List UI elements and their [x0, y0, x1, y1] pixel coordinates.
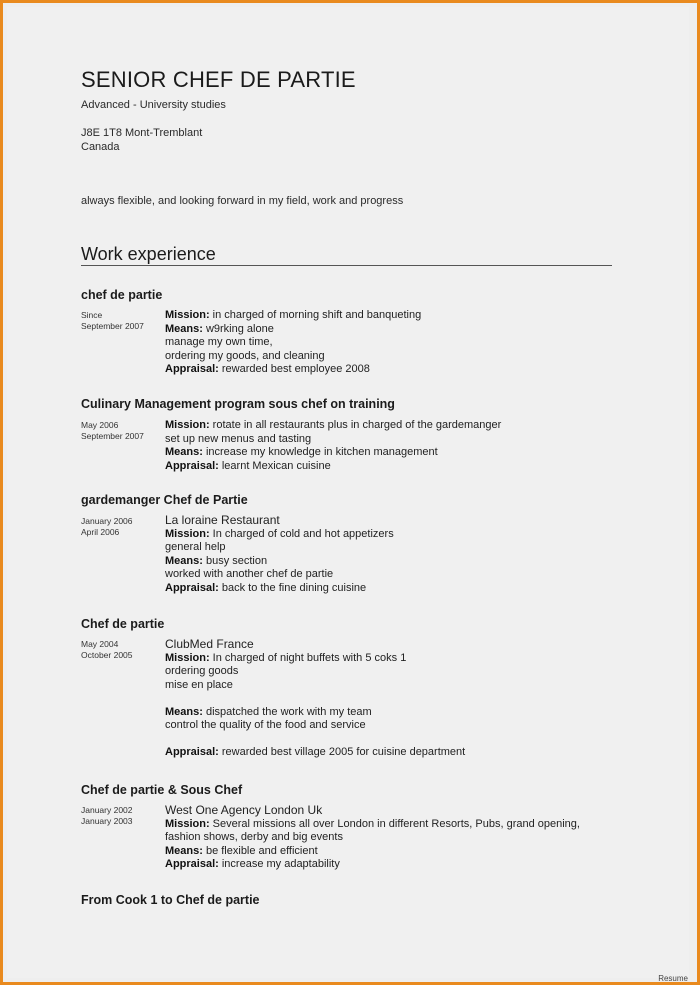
job-details [165, 804, 625, 872]
job-details [165, 309, 625, 377]
mission-line: Mission: Several missions all over London in different Resorts, Pubs, grand opening, [165, 817, 580, 830]
means-line: Means: w9rking alone [165, 322, 274, 335]
footer-label: Resume [658, 974, 688, 983]
address-line-2: Canada [81, 141, 120, 153]
mission-line: Mission: rotate in all restaurants plus in charged of the gardemanger [165, 419, 502, 431]
mission-line: Mission: in charged of morning shift and banqueting [165, 309, 422, 321]
appraisal-line: Appraisal: rewarded best village 2005 for cuisine department [165, 746, 466, 758]
job-date-end: October 2005 [81, 649, 133, 660]
company-name: La loraine Restaurant [165, 513, 280, 527]
job-date-end: April 2006 [81, 526, 120, 537]
company-name: ClubMed France [165, 637, 254, 651]
job-title: Culinary Management program sous chef on training [81, 397, 395, 411]
job-details [165, 419, 625, 473]
detail-line: ordering goods [165, 665, 239, 677]
job-details [165, 514, 625, 595]
education-line: Advanced - University studies [81, 99, 226, 111]
address-block [81, 126, 202, 154]
job-date-start: January 2002 [81, 805, 133, 815]
job-date-end: January 2003 [81, 815, 133, 826]
job-dates [81, 310, 161, 331]
job-date-start: May 2006 [81, 420, 119, 430]
job-date-end: September 2007 [81, 320, 144, 331]
detail-line: ordering my goods, and cleaning [165, 349, 325, 362]
company-name: West One Agency London Uk [165, 803, 323, 817]
detail-line: worked with another chef de partie [165, 568, 334, 580]
means-line: Means: busy section [165, 554, 268, 567]
section-divider [81, 265, 612, 266]
detail-line: set up new menus and tasting [165, 432, 312, 445]
job-title: chef de partie [81, 288, 163, 302]
means-line: Means: be flexible and efficient [165, 844, 318, 857]
job-date-start: Since [81, 310, 103, 320]
address-line-1: J8E 1T8 Mont-Tremblant [81, 127, 203, 139]
job-dates [81, 805, 161, 826]
job-title: gardemanger Chef de Partie [81, 493, 248, 507]
job-date-end: September 2007 [81, 430, 144, 441]
job-title: Chef de partie & Sous Chef [81, 783, 243, 797]
mission-line: Mission: In charged of cold and hot appetizers [165, 527, 394, 540]
job-dates [81, 639, 161, 660]
appraisal-line: Appraisal: back to the fine dining cuisine [165, 581, 367, 594]
objective-statement: always flexible, and looking forward in my field, work and progress [81, 195, 404, 207]
job-date-start: January 2006 [81, 516, 133, 526]
section-title-work-experience: Work experience [81, 244, 216, 264]
job-title: Chef de partie [81, 617, 165, 631]
resume-title: SENIOR CHEF DE PARTIE [81, 67, 356, 92]
appraisal-line: Appraisal: increase my adaptability [165, 858, 340, 870]
detail-line: mise en place [165, 678, 233, 691]
detail-line: control the quality of the food and service [165, 719, 366, 731]
detail-line: general help [165, 541, 226, 553]
appraisal-line: Appraisal: rewarded best employee 2008 [165, 363, 370, 375]
job-dates [81, 420, 161, 441]
means-line: Means: dispatched the work with my team [165, 705, 372, 718]
job-details [165, 638, 625, 760]
detail-line: manage my own time, [165, 336, 273, 348]
mission-line: Mission: In charged of night buffets with 5 coks 1 [165, 651, 407, 664]
job-dates [81, 516, 161, 537]
detail-line: fashion shows, derby and big events [165, 831, 343, 843]
job-title: From Cook 1 to Chef de partie [81, 893, 260, 907]
job-date-start: May 2004 [81, 639, 119, 649]
appraisal-line: Appraisal: learnt Mexican cuisine [165, 459, 331, 472]
means-line: Means: increase my knowledge in kitchen management [165, 446, 438, 458]
